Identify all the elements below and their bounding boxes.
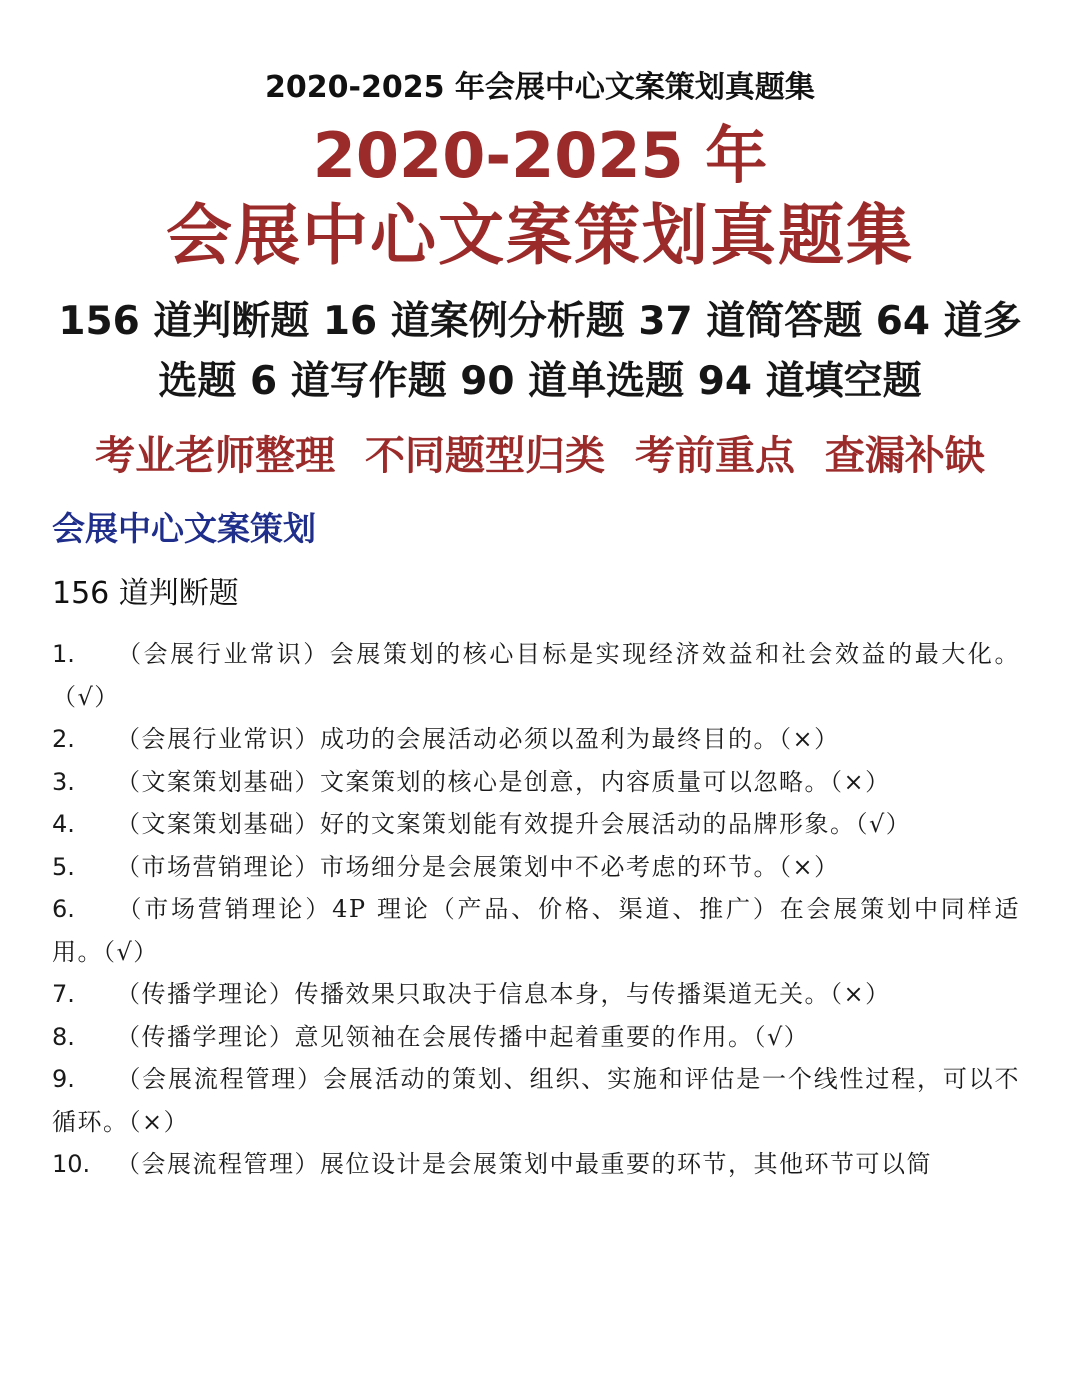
question-text: 会展活动的策划、组织、实施和评估是一个线性过程，可以不循环。（×）	[52, 1065, 1021, 1136]
cover-tagline	[40, 428, 1040, 484]
question-item	[52, 718, 1020, 761]
tagline-item: 不同题型归类	[365, 432, 606, 479]
question-number: 4.	[52, 810, 75, 838]
tagline-item: 考前重点	[634, 432, 795, 479]
summary-line-1: 156 道判断题 16 道案例分析题 37 道简答题 64 道多	[58, 299, 1022, 344]
tagline-item: 考业老师整理	[95, 432, 336, 479]
question-item	[52, 633, 1020, 718]
question-text: 意见领袖在会展传播中起着重要的作用。（√）	[294, 1022, 810, 1051]
question-item	[52, 973, 1020, 1016]
question-text: 文案策划的核心是创意，内容质量可以忽略。（×）	[320, 767, 891, 796]
question-number: 3.	[52, 767, 75, 796]
question-category: （会展流程管理）	[116, 1150, 320, 1178]
section-heading: 会展中心文案策划	[52, 509, 316, 548]
question-number: 8.	[52, 1022, 75, 1051]
question-item	[52, 761, 1020, 804]
question-count-summary	[40, 292, 1040, 412]
question-category: （会展流程管理）	[116, 1065, 323, 1093]
question-text: 会展策划的核心目标是实现经济效益和社会效益的最大化。（√）	[52, 640, 1021, 711]
question-text: 展位设计是会展策划中最重要的环节，其他环节可以简	[320, 1150, 932, 1178]
question-category: （市场营销理论）	[116, 852, 320, 881]
question-category: （文案策划基础）	[116, 767, 320, 796]
question-item	[52, 1016, 1020, 1059]
question-text: 成功的会展活动必须以盈利为最终目的。（×）	[320, 725, 840, 753]
subsection-heading: 156 道判断题	[52, 576, 239, 611]
tagline-item: 查漏补缺	[824, 432, 985, 479]
question-text: 好的文案策划能有效提升会展活动的品牌形象。（√）	[320, 810, 912, 838]
question-number: 10.	[52, 1150, 91, 1178]
question-category: （会展行业常识）	[116, 725, 320, 753]
question-text: 市场细分是会展策划中不必考虑的环节。（×）	[320, 852, 840, 881]
cover-title-year: 2020-2025 年	[312, 119, 768, 192]
running-title: 2020-2025 年会展中心文案策划真题集	[265, 70, 815, 105]
question-number: 1.	[52, 640, 75, 668]
question-item	[52, 803, 1020, 846]
question-category: （传播学理论）	[116, 1022, 295, 1051]
question-category: （市场营销理论）	[116, 895, 333, 923]
question-number: 7.	[52, 980, 75, 1008]
cover-title-main: 会展中心文案策划真题集	[166, 197, 914, 274]
question-category: （文案策划基础）	[116, 810, 320, 838]
question-text: 传播效果只取决于信息本身，与传播渠道无关。（×）	[294, 980, 891, 1008]
question-number: 5.	[52, 852, 75, 881]
question-category: （会展行业常识）	[116, 640, 330, 668]
summary-line-2: 选题 6 道写作题 90 道单选题 94 道填空题	[158, 359, 922, 404]
question-item	[52, 888, 1020, 973]
question-item	[52, 1058, 1020, 1143]
question-item	[52, 1143, 1020, 1186]
question-category: （传播学理论）	[116, 980, 295, 1008]
question-text: 4P 理论（产品、价格、渠道、推广）在会展策划中同样适用。（√）	[52, 895, 1020, 966]
question-number: 9.	[52, 1065, 75, 1093]
question-item	[52, 846, 1020, 889]
question-list	[52, 633, 1020, 1186]
question-number: 6.	[52, 895, 75, 923]
question-number: 2.	[52, 725, 75, 753]
